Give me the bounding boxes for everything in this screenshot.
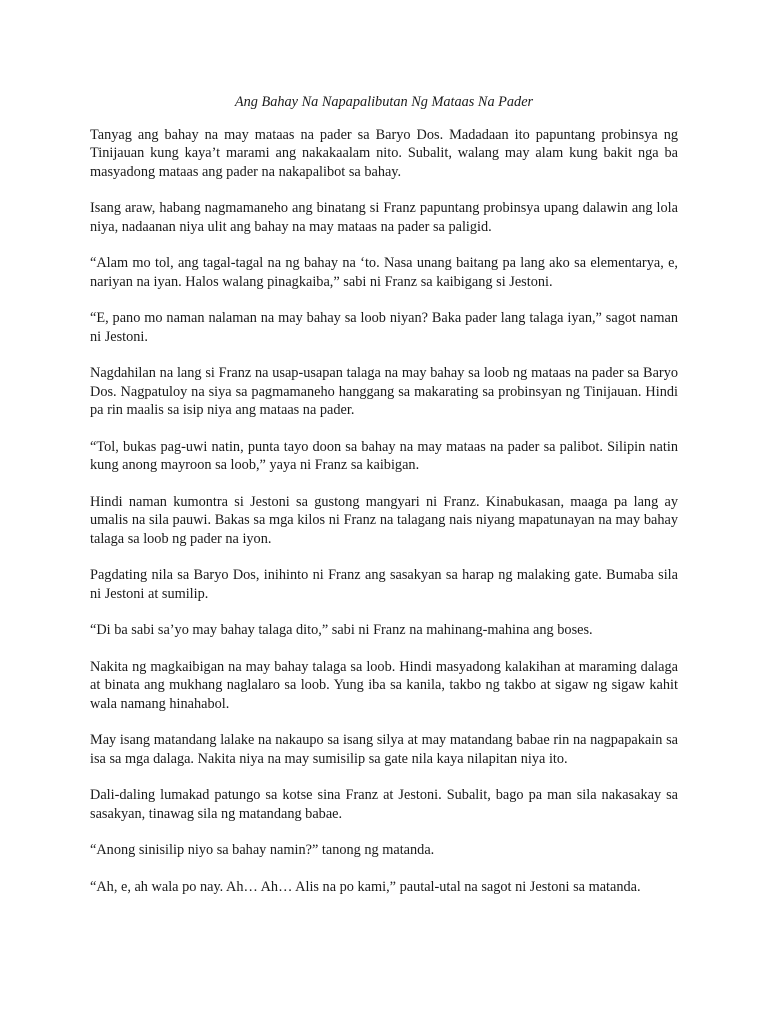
paragraph-11: May isang matandang lalake na nakaupo sa isang silya at may matandang babae rin na nagpapakain sa isa sa mga dalaga. Nakita niya na may sumisilip sa gate nila kaya nilapitan niya ito. (90, 732, 678, 767)
paragraph-9: “Di ba sabi sa’yo may bahay talaga dito,” sabi ni Franz na mahinang-mahina ang boses. (90, 622, 593, 638)
paragraph-6: “Tol, bukas pag-uwi natin, punta tayo doon sa bahay na may mataas na pader sa palibot. Silipin natin kung anong mayroon sa loob,” yaya ni Franz sa kaibigan. (90, 438, 678, 473)
paragraph-1: Tanyag ang bahay na may mataas na pader sa Baryo Dos. Madadaan ito papuntang probinsya ng Tinijauan kung kaya’t marami ang nakakaalam nito. Subalit, walang may alam kung bakit nga ba masyadong mataas ang pader na nakapalibot sa bahay. (90, 126, 678, 180)
paragraph-14: “Ah, e, ah wala po nay. Ah… Ah… Alis na po kami,” pautal-utal na sagot ni Jestoni sa matanda. (90, 878, 641, 895)
paragraph-4: “E, pano mo naman nalaman na may bahay sa loob niyan? Baka pader lang talaga iyan,” sagot naman ni Jestoni. (90, 310, 678, 345)
paragraph-3: “Alam mo tol, ang tagal-tagal na ng bahay na ‘to. Nasa unang baitang pa lang ako sa elementarya, e, nariyan na iyan. Halos walang pinagkaiba,” sabi ni Franz sa kaibigang si Jestoni. (90, 255, 678, 290)
paragraph-8: Pagdating nila sa Baryo Dos, inihinto ni Franz ang sasakyan sa harap ng malaking gate. Bumaba sila ni Jestoni at sumilip. (90, 567, 678, 602)
document-title: Ang Bahay Na Napapalibutan Ng Mataas Na Pader (234, 94, 534, 110)
paragraph-5: Nagdahilan na lang si Franz na usap-usapan talaga na may bahay sa loob ng mataas na pader sa Baryo Dos. Nagpatuloy na siya sa pagmamaneho hanggang sa makarating sa probinsyan ng Tinijauan. Hindi pa rin maalis sa isip niya ang mataas na pader. (90, 365, 678, 418)
paragraph-13: “Anong sinisilip niyo sa bahay namin?” tanong ng matanda. (90, 842, 435, 858)
paragraph-7: Hindi naman kumontra si Jestoni sa gustong mangyari ni Franz. Kinabukasan, maaga pa lang ay umalis na sila pauwi. Bakas sa mga kilos ni Franz na talagang nais niyang mapatunayan na may bahay talaga sa loob ng pader na iyon. (90, 493, 678, 547)
paragraph-2: Isang araw, habang nagmamaneho ang binatang si Franz papuntang probinsya upang dalawin ang lola niya, nadaanan niya ulit ang bahay na may mataas na pader sa paligid. (90, 200, 678, 235)
document-body (90, 93, 678, 914)
paragraph-12: Dali-daling lumakad patungo sa kotse sina Franz at Jestoni. Subalit, bago pa man sila nakasakay sa sasakyan, tinawag sila ng matandang babae. (90, 787, 678, 822)
paragraph-10: Nakita ng magkaibigan na may bahay talaga sa loob. Hindi masyadong kalakihan at maraming dalaga at binata ang mukhang naglalaro sa loob. Yung iba sa kanila, takbo ng takbo at sigaw ng sigaw kahit wala namang hinahabol. (90, 658, 678, 712)
